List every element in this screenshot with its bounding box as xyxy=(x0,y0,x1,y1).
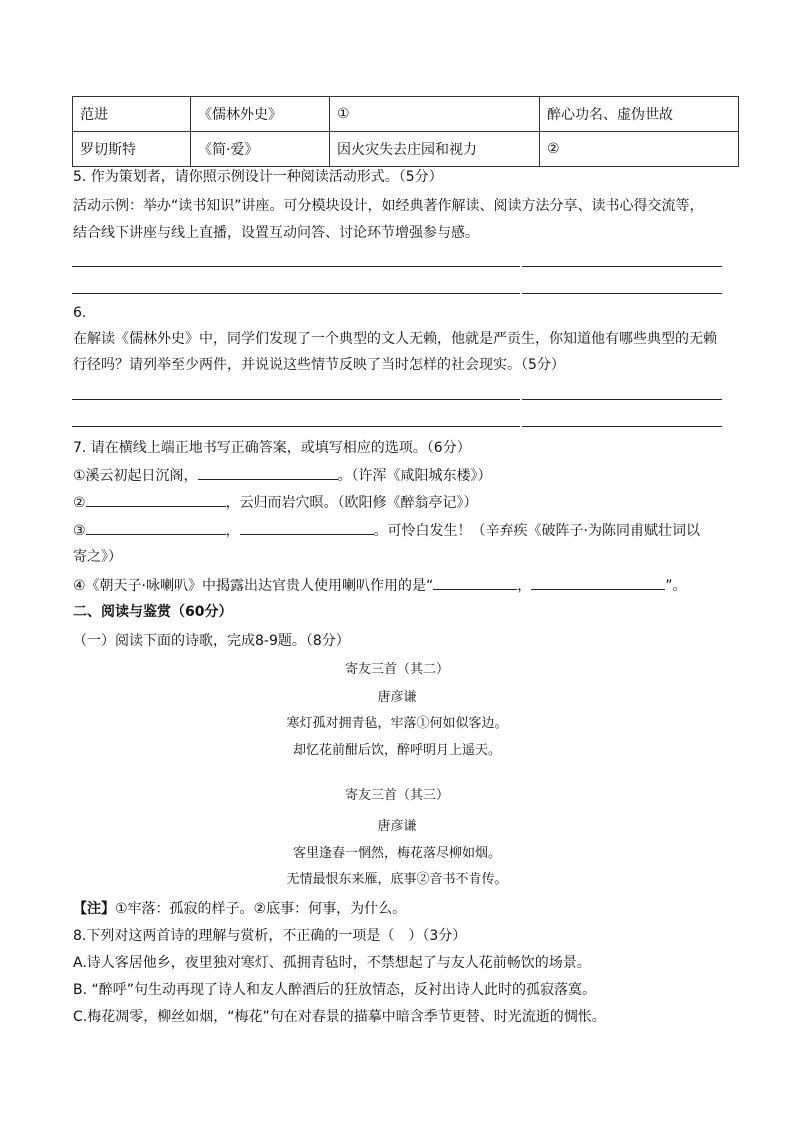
q6-number: 6. xyxy=(73,305,87,321)
q7-item4-end: ”。 xyxy=(665,578,687,594)
fill-blank[interactable] xyxy=(86,520,226,535)
poem1-title: 寄友三首（其二） xyxy=(344,662,449,677)
note-text: ①牢落：孤寂的样子。②底事：何事，为什么。 xyxy=(115,901,407,917)
q7-item1 xyxy=(73,465,492,486)
q7-item3-cont: 寄之》） xyxy=(73,549,122,565)
table-row xyxy=(73,97,739,132)
q5-stem: 5. 作为策划者，请你照示例设计一种阅读活动形式。（5分） xyxy=(73,169,443,185)
answer-line[interactable] xyxy=(72,266,520,267)
q8-option-c[interactable]: C.梅花凋零，柳丝如烟，“梅花”句在对春景的描摹中暗含季节更替、时光流逝的惆怅。 xyxy=(73,1009,606,1025)
character-table xyxy=(72,96,739,167)
table-row xyxy=(73,132,739,167)
q5-example-line1: 活动示例：举办“读书知识”讲座。可分模块设计，如经典著作解读、阅读方法分享、读书心得交流等， xyxy=(73,198,704,214)
q7-item4-text: ④《朝天子·咏喇叭》中揭露出达官贵人使用喇叭作用的是“ xyxy=(73,578,434,594)
table-cell: 《儒林外史》 xyxy=(191,97,330,132)
q6-line2: 行径吗？请列举至少两件，并说说这些情节反映了当时怎样的社会现实。（5分） xyxy=(73,357,565,373)
poem2-line2: 无情最恨东来雁，底事②音书不肯传。 xyxy=(286,872,508,887)
q8-option-b[interactable]: B. “醉呼”句生动再现了诗人和友人醉酒后的狂放情态，反衬出诗人此时的孤寂落寞。 xyxy=(73,982,597,998)
table-cell: 因火灾失去庄园和视力 xyxy=(330,132,540,167)
answer-line[interactable] xyxy=(522,399,722,400)
poem2-author: 唐彦谦 xyxy=(377,819,417,834)
table-cell: 《简·爱》 xyxy=(191,132,330,167)
poem1-line1: 寒灯孤对拥青毡，牢落①何如似客边。 xyxy=(286,716,508,731)
fill-blank[interactable] xyxy=(198,465,338,480)
q5-example-line2: 结合线下讲座与线上直播，设置互动问答、讨论环节增强参与感。 xyxy=(73,225,479,241)
q7-item3-source: 。可怜白发生！（辛弃疾《破阵子·为陈同甫赋壮词以 xyxy=(373,523,701,539)
q7-item2-text: ② xyxy=(73,495,86,511)
answer-line[interactable] xyxy=(522,293,722,294)
table-cell: ① xyxy=(330,97,540,132)
fill-blank[interactable] xyxy=(433,575,517,590)
table-cell: 范进 xyxy=(73,97,191,132)
answer-line[interactable] xyxy=(72,426,520,427)
q7-item4 xyxy=(73,575,687,596)
answer-line[interactable] xyxy=(72,399,520,400)
q6-line1: 在解读《儒林外史》中，同学们发现了一个典型的文人无赖，他就是严贡生，你知道他有哪些典型的无赖 xyxy=(73,331,717,347)
q7-item1-text: ①溪云初起日沉阁， xyxy=(73,468,198,484)
q7-item2 xyxy=(73,492,478,513)
fill-blank[interactable] xyxy=(86,492,226,507)
note-label: 【注】 xyxy=(73,901,115,917)
answer-line[interactable] xyxy=(522,426,722,427)
q7-item2-source: ，云归而岩穴暝。（欧阳修《醉翁亭记》） xyxy=(225,495,478,511)
poem1-author: 唐彦谦 xyxy=(377,690,417,705)
q7-item3-comma: ， xyxy=(225,523,240,539)
answer-line[interactable] xyxy=(72,293,520,294)
poem1-line2: 却忆花前酣后饮，醉呼明月上遥天。 xyxy=(292,743,501,758)
q7-item1-source: 。（许浑《咸阳城东楼》） xyxy=(337,468,492,484)
poem2-title: 寄友三首（其三） xyxy=(344,788,449,803)
table-cell: ② xyxy=(540,132,739,167)
poem2-line1: 客里逢春一惘然，梅花落尽柳如烟。 xyxy=(292,846,501,861)
section-title: 二、阅读与鉴赏（60分） xyxy=(73,604,233,620)
q7-item4-comma: ， xyxy=(517,578,532,594)
table-cell: 醉心功名、虚伪世故 xyxy=(540,97,739,132)
fill-blank[interactable] xyxy=(531,575,665,590)
note xyxy=(73,899,406,919)
q7-stem: 7. 请在横线上端正地书写正确答案，或填写相应的选项。（6分） xyxy=(73,440,471,456)
answer-line[interactable] xyxy=(522,266,722,267)
q7-item3-text: ③ xyxy=(73,523,86,539)
q8-option-a[interactable]: A.诗人客居他乡，夜里独对寒灯、孤拥青毡时，不禁想起了与友人花前畅饮的场景。 xyxy=(73,955,591,971)
q8-stem: 8.下列对这两首诗的理解与赏析，不正确的一项是（ ）（3分） xyxy=(73,928,467,944)
table-cell: 罗切斯特 xyxy=(73,132,191,167)
q7-item3 xyxy=(73,520,700,541)
section-subtitle: （一）阅读下面的诗歌，完成8-9题。（8分） xyxy=(73,633,350,649)
fill-blank[interactable] xyxy=(240,520,374,535)
